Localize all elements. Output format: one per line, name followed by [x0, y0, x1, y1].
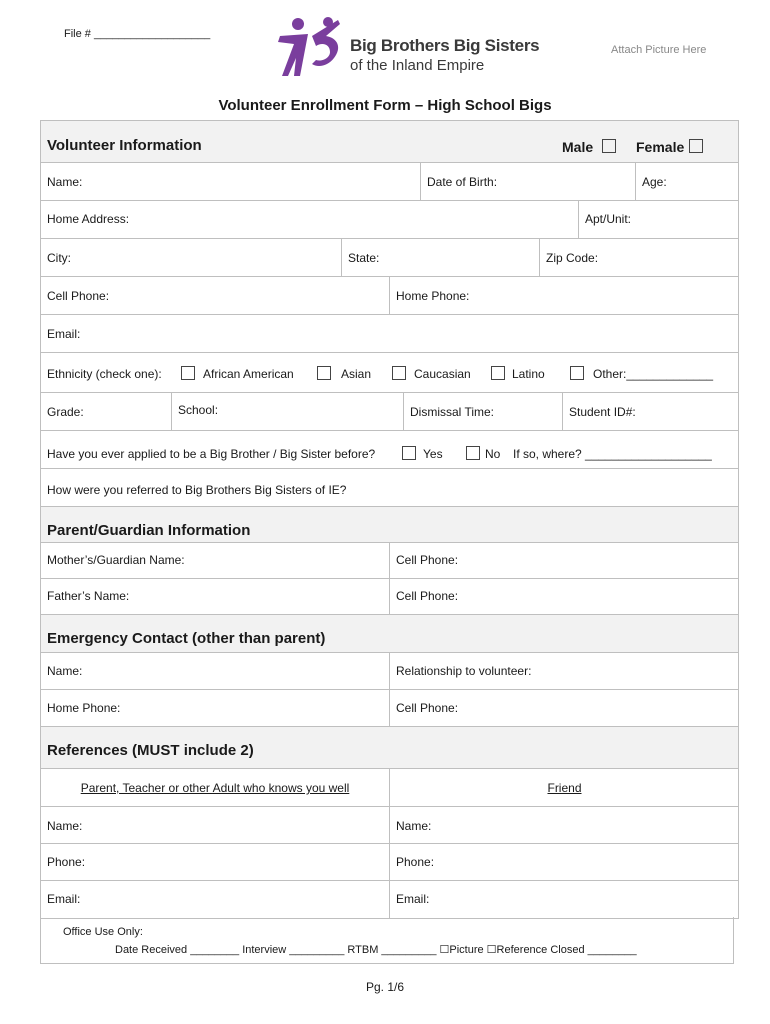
dismissal-time-field[interactable]: Dismissal Time:: [403, 393, 562, 430]
ethnicity-option: Asian: [341, 367, 372, 381]
applied-no-checkbox[interactable]: [466, 446, 480, 460]
reference-friend-column: [389, 769, 738, 806]
city-row: [41, 239, 738, 277]
reference-name-row: [41, 807, 738, 844]
school-row: [41, 393, 738, 431]
ethnicity-option: Other:_____________: [593, 367, 714, 381]
applied-where-field[interactable]: If so, where? ___________________: [513, 447, 712, 461]
yes-label: Yes: [423, 447, 443, 461]
references-columns-row: [41, 769, 738, 807]
attach-picture-placeholder: Attach Picture Here: [611, 44, 707, 56]
emergency-name-row: [41, 653, 738, 690]
ethnicity-row: [41, 353, 738, 393]
female-label: Female: [636, 139, 685, 155]
latino-checkbox[interactable]: [491, 366, 505, 380]
bbbs-figures-icon: [268, 14, 348, 80]
reference2-name-field[interactable]: Name:: [389, 807, 738, 843]
office-use-label: Office Use Only:: [63, 926, 143, 938]
referral-row: [41, 469, 738, 507]
female-checkbox[interactable]: [689, 139, 703, 153]
page-number: Pg. 1/6: [365, 980, 405, 994]
section-title: References (MUST include 2): [47, 742, 254, 759]
emergency-name-field[interactable]: Name:: [47, 664, 83, 678]
home-phone-field[interactable]: Home Phone:: [389, 277, 738, 314]
father-name-field[interactable]: Father’s Name:: [47, 589, 130, 603]
bbbs-logo: [268, 14, 540, 80]
state-field[interactable]: State:: [341, 239, 539, 276]
cell-phone-field[interactable]: Cell Phone:: [47, 289, 110, 303]
asian-checkbox[interactable]: [317, 366, 331, 380]
email-field[interactable]: Email:: [47, 327, 81, 341]
section-title: Volunteer Information: [47, 137, 202, 154]
emergency-cell-field[interactable]: Cell Phone:: [389, 690, 738, 726]
form-title: Volunteer Enrollment Form – High School Bigs: [218, 97, 552, 114]
zip-field[interactable]: Zip Code:: [539, 239, 738, 276]
school-field[interactable]: School:: [171, 393, 403, 430]
relationship-field[interactable]: Relationship to volunteer:: [389, 653, 738, 689]
email-row: [41, 315, 738, 353]
office-use-fields: Date Received ________ Interview _________ RTBM _________ ☐Picture ☐Reference Closed ________: [115, 944, 637, 956]
dob-field[interactable]: Date of Birth:: [420, 163, 635, 200]
reference1-email-field[interactable]: Email:: [47, 892, 81, 906]
applied-yes-checkbox[interactable]: [402, 446, 416, 460]
ethnicity-label: Ethnicity (check one):: [47, 367, 162, 381]
column-header: Friend: [547, 781, 582, 795]
name-row: [41, 163, 738, 201]
applied-before-question: Have you ever applied to be a Big Brother / Big Sister before?: [47, 447, 376, 461]
age-field[interactable]: Age:: [635, 163, 738, 200]
name-field[interactable]: Name:: [47, 175, 83, 189]
reference1-name-field[interactable]: Name:: [47, 819, 83, 833]
emergency-phone-row: [41, 690, 738, 727]
ethnicity-option: African American: [203, 367, 294, 381]
father-row: [41, 579, 738, 615]
mother-cell-field[interactable]: Cell Phone:: [389, 543, 738, 578]
phone-row: [41, 277, 738, 315]
emergency-section-header: [41, 615, 738, 653]
other-checkbox[interactable]: [570, 366, 584, 380]
address-row: [41, 201, 738, 239]
references-section-header: [41, 727, 738, 769]
office-use-box: [40, 917, 734, 964]
mother-name-field[interactable]: Mother’s/Guardian Name:: [47, 553, 185, 567]
student-id-field[interactable]: Student ID#:: [562, 393, 738, 430]
section-title: Emergency Contact (other than parent): [47, 630, 326, 647]
ethnicity-option: Latino: [512, 367, 545, 381]
reference-adult-column: [41, 769, 389, 806]
section-title: Parent/Guardian Information: [47, 522, 251, 539]
father-cell-field[interactable]: Cell Phone:: [389, 579, 738, 614]
caucasian-checkbox[interactable]: [392, 366, 406, 380]
logo-title: Big Brothers Big Sisters: [350, 36, 540, 55]
male-label: Male: [562, 139, 594, 155]
referral-field[interactable]: How were you referred to Big Brothers Big Sisters of IE?: [47, 483, 347, 497]
reference-phone-row: [41, 844, 738, 881]
african-american-checkbox[interactable]: [181, 366, 195, 380]
reference2-email-field[interactable]: Email:: [389, 881, 738, 918]
reference1-phone-field[interactable]: Phone:: [47, 855, 86, 869]
male-checkbox[interactable]: [602, 139, 616, 153]
city-field[interactable]: City:: [47, 251, 71, 265]
home-address-field[interactable]: Home Address:: [47, 212, 130, 226]
grade-field[interactable]: Grade:: [47, 405, 84, 419]
ethnicity-option: Caucasian: [414, 367, 471, 381]
logo-subtitle: of the Inland Empire: [350, 57, 485, 74]
emergency-home-phone-field[interactable]: Home Phone:: [47, 701, 121, 715]
enrollment-form: [40, 120, 739, 919]
parent-section-header: [41, 507, 738, 543]
volunteer-section-header: [41, 121, 738, 163]
file-number-field: File # ___________________: [64, 28, 211, 40]
reference-email-row: [41, 881, 738, 918]
mother-row: [41, 543, 738, 579]
reference2-phone-field[interactable]: Phone:: [389, 844, 738, 880]
column-header: Parent, Teacher or other Adult who knows you well: [80, 781, 350, 795]
no-label: No: [485, 447, 501, 461]
apt-unit-field[interactable]: Apt/Unit:: [578, 201, 738, 238]
applied-before-row: [41, 431, 738, 469]
